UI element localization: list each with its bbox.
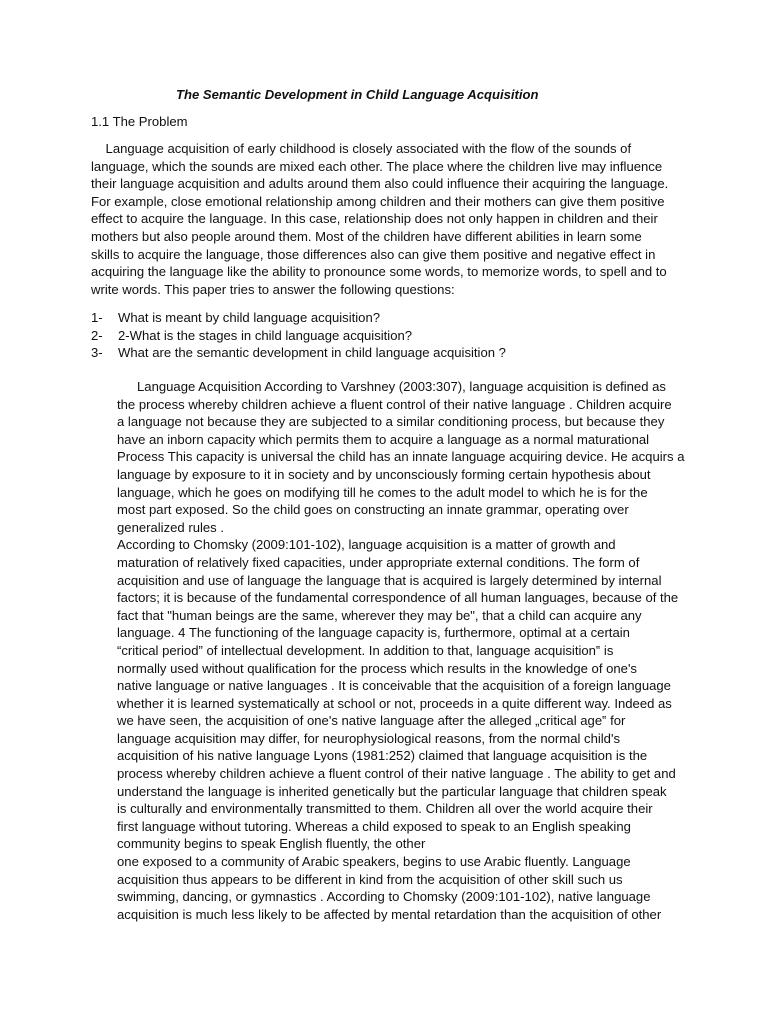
intro-line: effect to acquire the language. In this case, relationship does not only happen in children and their xyxy=(91,211,658,227)
list-item xyxy=(91,309,677,327)
list-text: What are the semantic development in child language acquisition ? xyxy=(118,345,506,361)
body-line: acquisition thus appears to be different in kind from the acquisition of other skill such us xyxy=(117,871,623,887)
intro-line: Language acquisition of early childhood is closely associated with the flow of the sounds of xyxy=(91,141,632,156)
intro-line: skills to acquire the language, those differences also can give them positive and negative effect in xyxy=(91,246,656,262)
body-line: maturation of relatively fixed capacities, under appropriate external conditions. The form of xyxy=(117,554,640,570)
intro-line: their language acquisition and adults around them also could influence their acquiring the language. xyxy=(91,176,669,192)
body-line: have an inborn capacity which permits them to acquire a language as a normal maturational xyxy=(117,431,650,447)
body-line: most part exposed. So the child goes on constructing an innate grammar, operating over xyxy=(117,502,629,518)
intro-line: acquiring the language like the ability to pronounce some words, to memorize words, to spell and to xyxy=(91,264,667,280)
body-line: language, which he goes on modifying till he comes to the adult model to which he is for the xyxy=(117,484,648,500)
body-line: language. 4 The functioning of the language capacity is, furthermore, optimal at a certain xyxy=(117,625,630,641)
list-number: 3- xyxy=(91,345,103,361)
body-line: acquisition is much less likely to be affected by mental retardation than the acquisition of other xyxy=(117,906,662,922)
list-text: What is meant by child language acquisition? xyxy=(118,310,381,325)
body-line: factors; it is because of the fundamental correspondence of all human languages, because of the xyxy=(117,590,679,606)
list-item xyxy=(91,327,677,345)
document-title: The Semantic Development in Child Language Acquisition xyxy=(176,87,539,102)
intro-line: write words. This paper tries to answer the following questions: xyxy=(91,281,455,297)
section-heading: 1.1 The Problem xyxy=(91,114,188,129)
body-line: Process This capacity is universal the child has an innate language acquiring device. He acquirs a xyxy=(117,449,685,465)
body-text xyxy=(117,378,685,923)
intro-line: For example, close emotional relationship among children and their mothers can give them positive xyxy=(91,193,665,209)
body-line: one exposed to a community of Arabic speakers, begins to use Arabic fluently. Language xyxy=(117,854,631,870)
body-line: community begins to speak English fluently, the other xyxy=(117,836,426,852)
body-line: a language not because they are subjected to a similar conditioning process, but because they xyxy=(117,414,665,430)
body-line: acquisition of his native language Lyons (1981:252) claimed that language acquisition is the xyxy=(117,748,648,764)
body-line: the process whereby children achieve a fluent control of their native language . Children acquire xyxy=(117,396,672,412)
body-line: acquisition and use of language the language that is acquired is largely determined by internal xyxy=(117,572,662,588)
body-line: swimming, dancing, or gymnastics . According to Chomsky (2009:101-102), native language xyxy=(117,889,651,905)
body-line: language acquisition may differ, for neurophysiological reasons, from the normal child's xyxy=(117,730,621,746)
body-line: we have seen, the acquisition of one's native language after the alleged „critical age‟ for xyxy=(117,713,626,729)
body-line: According to Chomsky (2009:101-102), language acquisition is a matter of growth and xyxy=(117,537,616,553)
body-line: normally used without qualification for the process which results in the knowledge of one's xyxy=(117,660,637,676)
body-line: language by exposure to it in society and by unconsciously forming certain hypothesis about xyxy=(117,466,651,482)
body-line: Language Acquisition According to Varshney (2003:307), language acquisition is defined as xyxy=(137,379,666,394)
questions-list xyxy=(91,309,677,362)
body-line: generalized rules . xyxy=(117,519,224,535)
intro-line: language, which the sounds are mixed each other. The place where the children live may influence xyxy=(91,158,663,174)
intro-line: mothers but also people around them. Most of the children have different abilities in learn some xyxy=(91,228,642,244)
body-line: whether it is learned systematically at school or not, proceeds in a quite different way. Indeed as xyxy=(117,695,672,711)
body-line: fact that "human beings are the same, wherever they may be", that a child can acquire any xyxy=(117,607,642,623)
body-line: understand the language is inherited genetically but the particular language that children speak xyxy=(117,783,667,799)
body-line: process whereby children achieve a fluent control of their native language . The ability to get and xyxy=(117,766,676,782)
body-line: first language without tutoring. Whereas a child exposed to speak to an English speaking xyxy=(117,818,631,834)
body-line: “critical period” of intellectual development. In addition to that, language acquisition‟ is xyxy=(117,642,614,658)
list-number: 1- xyxy=(91,310,103,325)
list-item xyxy=(91,344,677,362)
body-line: is culturally and environmentally transmitted to them. Children all over the world acquire their xyxy=(117,801,653,817)
list-number: 2- xyxy=(91,327,103,343)
intro-paragraph xyxy=(91,140,677,298)
list-text: 2-What is the stages in child language acquisition? xyxy=(118,327,413,343)
body-line: native language or native languages . It is conceivable that the acquisition of a foreign language xyxy=(117,678,671,694)
